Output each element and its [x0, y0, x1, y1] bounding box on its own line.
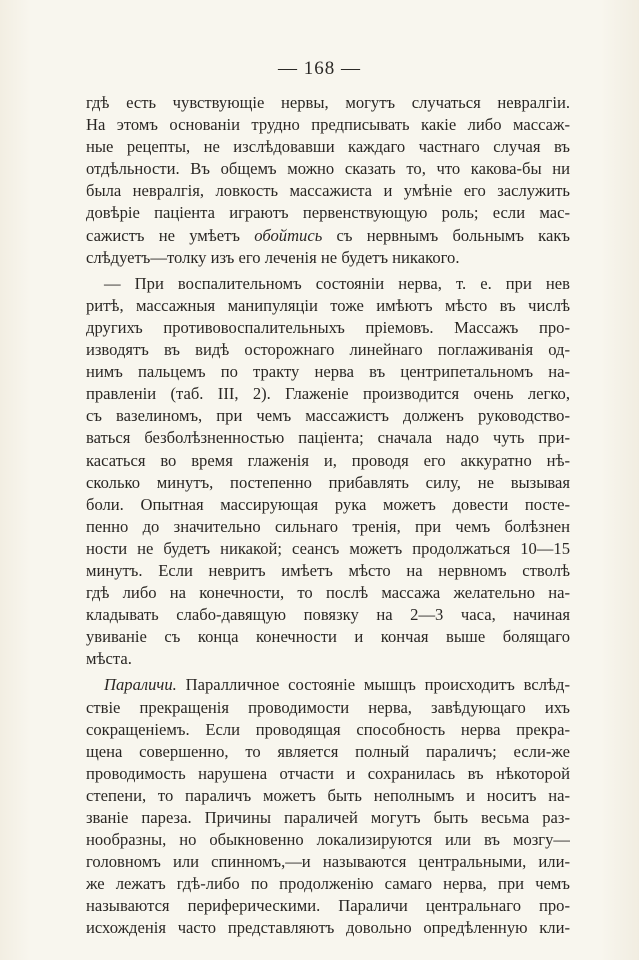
text-line: На этомъ основаніи трудно предписывать какіе либо массаж-: [86, 115, 570, 135]
text-line: сокращеніемъ. Если проводящая способность нерва прекра-: [86, 719, 570, 739]
text-line: слѣдуетъ—толку изъ его леченія не будетъ никакого.: [86, 247, 460, 267]
text-line: правленіи (таб. III, 2). Глаженіе производится очень легко,: [86, 384, 570, 404]
text-line: гдѣ есть чувствующіе нервы, могутъ случаться невралгіи.: [86, 93, 570, 112]
paragraph: [86, 273, 570, 671]
text-line: мѣста.: [86, 649, 132, 669]
text-line: съ вазелиномъ, при чемъ массажистъ долженъ руководство-: [86, 406, 570, 426]
text-line: нимъ пальцемъ по тракту нерва въ центрипетальномъ на-: [86, 362, 570, 382]
text-line: кладывать слабо-давящую повязку на 2—3 часа, начиная: [86, 605, 570, 625]
page-number: — 168 —: [278, 58, 361, 79]
text-line: ности не будетъ никакой; сеансъ можетъ продолжаться 10—15: [86, 538, 570, 558]
text-line: исхожденія часто представляютъ довольно опредѣленную кли-: [86, 918, 570, 938]
text-line: головномъ или спинномъ,—и называются центральными, или-: [86, 852, 570, 872]
text-line: званіе пареза. Причины параличей могутъ быть весьма раз-: [86, 808, 570, 827]
text-line: боли. Опытная массирующая рука можетъ довести посте-: [86, 494, 570, 514]
text-line: нообразны, но обыкновенно локализируются или въ мозгу—: [86, 830, 570, 850]
text-line: Параличи. Паралличное состояніе мышцъ происходитъ вслѣд-: [104, 675, 570, 695]
text-line: сколько минутъ, постепенно прибавлять силу, не вызывая: [86, 472, 570, 492]
body-text: [86, 92, 570, 940]
paragraph: [86, 674, 570, 939]
text-line: ные рецепты, не изслѣдовавши каждаго частнаго случая въ: [86, 137, 570, 157]
text-line: другихъ противовоспалительныхъ пріемовъ. Массажъ про-: [86, 317, 570, 337]
text-line: была невралгія, ловкость массажиста и умѣніе его заслужить: [86, 181, 570, 201]
text-line: степени, то параличъ можетъ быть неполнымъ и носитъ на-: [86, 785, 570, 805]
text-line: отдѣльности. Въ общемъ можно сказать то, что какова-бы ни: [86, 159, 570, 179]
text-line: — При воспалительномъ состояніи нерва, т. е. при нев: [104, 273, 570, 293]
text-line: довѣріе пацiента играютъ первенствующую роль; если мас-: [86, 203, 570, 223]
text-line: проводимость нарушена отчасти и сохранилась въ нѣкоторой: [86, 763, 570, 783]
text-line: минутъ. Если невритъ имѣетъ мѣсто на нервномъ стволѣ: [86, 560, 570, 580]
text-line: ваться безболѣзненностью пацiента; сначала надо чуть при-: [86, 428, 570, 448]
text-line: щена совершенно, то является полный параличъ; если-же: [86, 741, 570, 761]
text-line: же лежатъ гдѣ-либо по продолженію самаго нерва, при чемъ: [86, 874, 570, 894]
text-line: пенно до значительно сильнаго тренія, при чемъ болѣзнен: [86, 516, 570, 536]
text-line: ритѣ, массажныя манипуляціи тоже имѣютъ мѣсто въ числѣ: [86, 295, 570, 315]
text-line: увиваніе съ конца конечности и кончая выше болящаго: [86, 627, 570, 647]
text-line: гдѣ либо на конечности, то послѣ массажа желательно на-: [86, 583, 570, 603]
text-line: ствіе прекращенія проводимости нерва, завѣдующаго ихъ: [86, 697, 570, 717]
text-line: касаться во время глаженія и, проводя его аккуратно нѣ-: [86, 450, 570, 470]
text-line: сажистъ не умѣетъ обойтись съ нервнымъ больнымъ какъ: [86, 225, 570, 245]
text-line: называются периферическими. Параличи центральнаго про-: [86, 896, 570, 916]
paragraph: [86, 92, 570, 269]
text-line: изводятъ въ видѣ осторожнаго линейнаго поглаживанія од-: [86, 340, 570, 360]
